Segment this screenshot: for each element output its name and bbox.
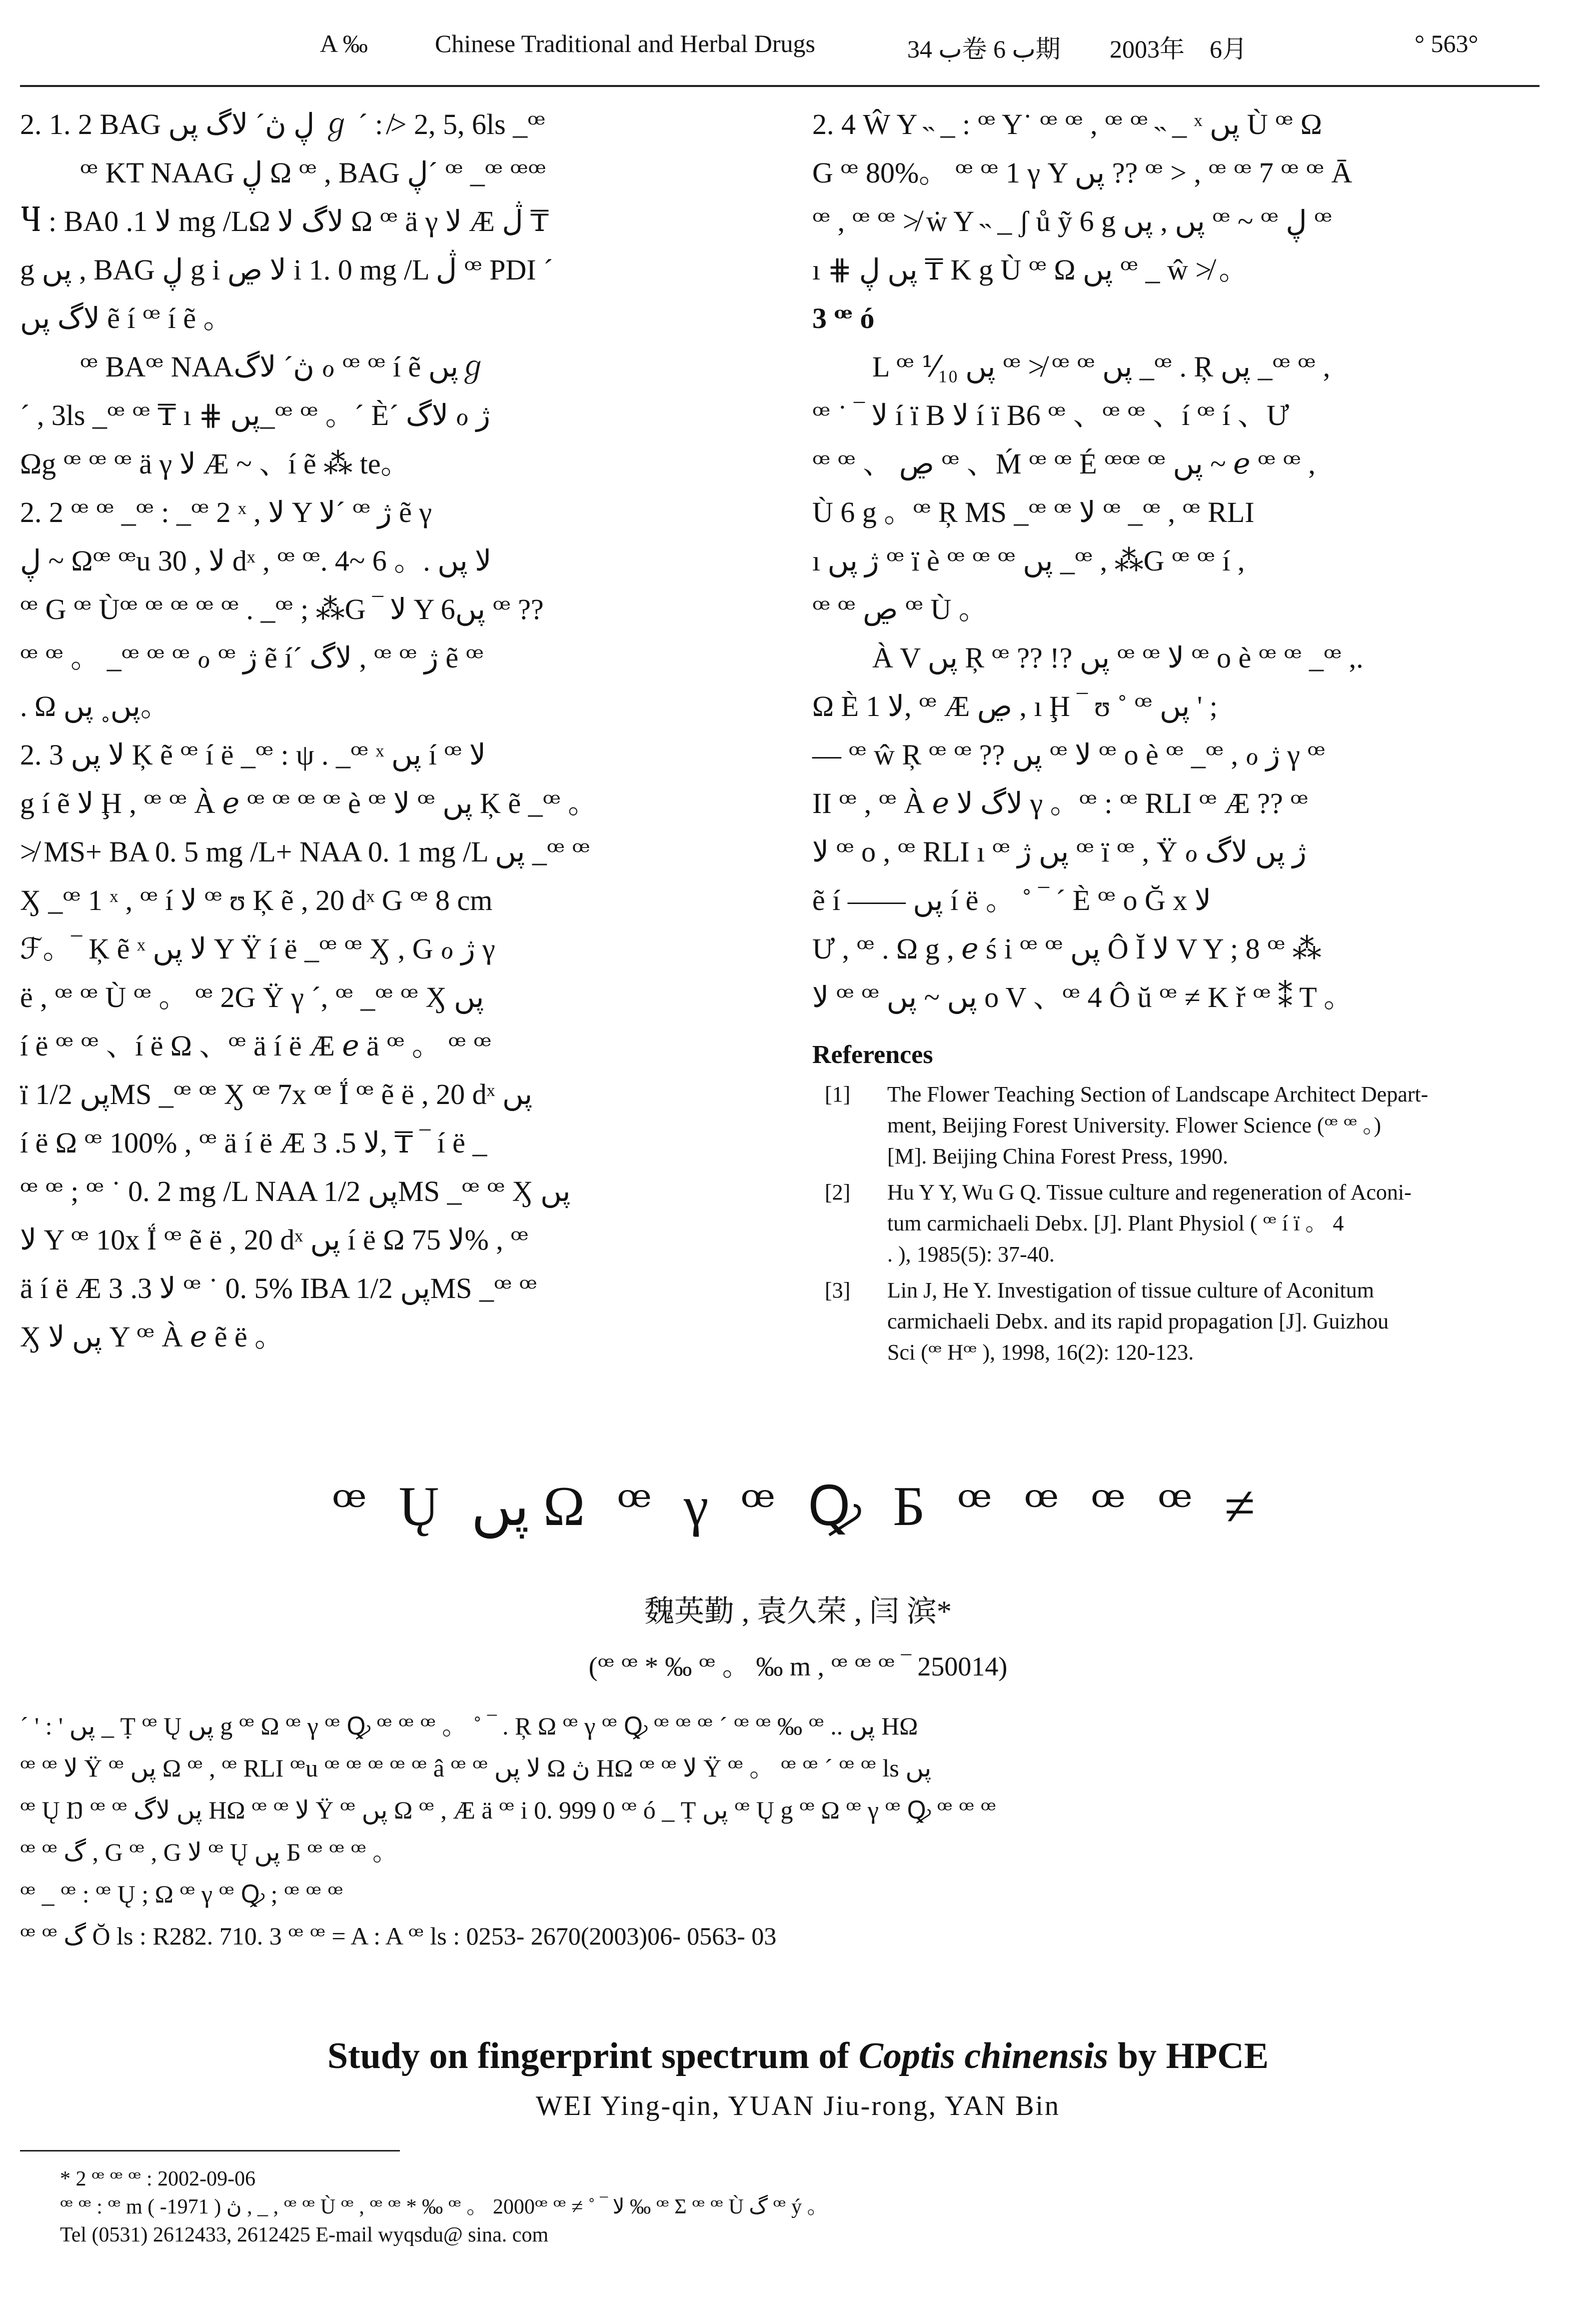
reference-item bbox=[812, 1177, 1572, 1270]
text-line: ꟹ ꟹ 。 _ꟹ ꟹ ꟹ ℴ ꟹ ژ ẽ í´ لاگ , ꟹ ꟹ ژ ẽ ꟹ bbox=[20, 642, 484, 674]
text-line: g پں , BAG ڸ g i لا ڝ i 1. 0 mg /L ڷ ꟹ PDI ´ bbox=[20, 254, 553, 286]
text-line: لا ꟹ ꟹ پں ~ پں o V 、ꟹ 4 Ô ŭ ꟹ ≠ K ř ꟹ ⁑ T 。 bbox=[812, 981, 1353, 1014]
text-line: ꟹ ꟹ ڝ ꟹ Ù 。 bbox=[812, 593, 988, 626]
page-number: ° 563° bbox=[1415, 30, 1479, 58]
text-line: L ꟹ ⅟₁₀ پں ꟹ ≯ ꟹ ꟹ پں _ꟹ . Ŗ پں _ꟹ ꟹ , bbox=[872, 350, 1331, 383]
text-line: ڸ ~ Ωꟹ ꟹu لا , 30 dˣ , ꟹ ꟹ. 4~ 6 。. لا پں bbox=[20, 544, 492, 577]
text-line: ꟹ , ꟹ ꟹ ≯ ẇ Y ˵ _ ʃ ů ỹ 6 g پں , پں ꟹ ~ ꟹ ڸ ꟹ bbox=[812, 205, 1333, 238]
text-line: 2. 2 ꟹ ꟹ _ꟹ : _ꟹ 2 ˣ , لا Y لا´ ꟹ ژ ẽ γ bbox=[20, 496, 432, 528]
text-line: ı ⋕ پں ڸ ₸ K g Ù ꟹ Ω پں ꟹ _ ŵ ≯ 。 bbox=[812, 254, 1248, 286]
text-line: Ӽ پں لا Y ꟹ À ℯ ẽ ë 。 bbox=[20, 1320, 284, 1353]
header-volume: ب 34卷 ب 6期 bbox=[907, 35, 1061, 63]
footnote-line: Tel (0531) 2612433, 2612425 E-mail wyqsdu@ sina. com bbox=[60, 2224, 549, 2246]
text-line: Ω È لا 1, ꟹ Æ ڝ , ı Ḩ ‾ ʊ ˚ ꟹ پں ' ; bbox=[812, 690, 1218, 722]
reference-item bbox=[812, 1079, 1572, 1172]
text-line: 2. 3 لا پں Ķ ẽ ꟹ í ë _ꟹ : ψ . _ꟹ ˣ پں í ꟹ لا bbox=[20, 738, 486, 771]
authors-cn: 魏英勤 , 袁久荣 , 闫 滨* bbox=[644, 1595, 952, 1628]
text-line: ä í ë Æ لا 3. 3 ꟹ ˙ 0. 5% IBA پں 1/2MS _ꟹ ꟹ bbox=[20, 1272, 537, 1304]
references-title: References bbox=[812, 1040, 933, 1069]
text-line: ≯ MS+ BA 0. 5 mg /L+ NAA 0. 1 mg /L پں _ꟹ ꟹ bbox=[20, 836, 590, 868]
authors-en: WEI Ying-qin, YUAN Jiu-rong, YAN Bin bbox=[535, 2090, 1061, 2122]
reference-number: [3] bbox=[825, 1278, 851, 1302]
reference-line: Lin J, He Y. Investigation of tissue culture of Aconitum bbox=[887, 1278, 1374, 1302]
reference-number: [1] bbox=[825, 1082, 851, 1106]
text-line: Ⴗ : BAلا 1. 0 mg /LΩ لاگ لا Ω ꟹ ä γ لا Æ ڷ ₸ bbox=[20, 205, 549, 238]
text-line: ẽ í —— پں í ë 。 ˚ ‾ ´ È ꟹ o Ğ x لا bbox=[812, 884, 1211, 916]
section-heading: 3 ꟹ ó bbox=[812, 302, 875, 334]
footnote bbox=[60, 2165, 1510, 2249]
text-line: . Ω پں˳ پں。 bbox=[20, 690, 170, 722]
text-line: ꟹ KT NAAG ڸ Ω ꟹ , BAG ڸ´ ꟹ _ꟹ ꟹꟹ bbox=[80, 156, 546, 189]
reference-line: [M]. Beijing China Forest Press, 1990. bbox=[887, 1144, 1228, 1168]
title-en-method: by HPCE bbox=[1108, 2036, 1269, 2076]
keywords-line: ꟹ _ ꟹ : ꟹ Ų ; Ω ꟹ γ ꟹ Ꝙ ; ꟹ ꟹ ꟹ bbox=[20, 1880, 343, 1908]
text-line: À V پں Ŗ ꟹ ?? !? پں ꟹ ꟹ لا ꟹ o è ꟹ ꟹ _ꟹ ,. bbox=[872, 642, 1364, 674]
text-line: ꟹ G ꟹ Ùꟹ ꟹ ꟹ ꟹ ꟹ . _ꟹ ; ⁂G ‾ لا Y پں6 ꟹ ?? bbox=[20, 593, 544, 626]
text-line: ꟹ ꟹ ; ꟹ ˙ 0. 2 mg /L NAA پں 1/2MS _ꟹ ꟹ Ӽ پں bbox=[20, 1175, 571, 1208]
text-line: í ë ꟹ ꟹ 、í ë Ω 、ꟹ ä í ë Æ ℯ ä ꟹ 。 ꟹ ꟹ bbox=[20, 1030, 492, 1062]
running-header bbox=[0, 20, 1596, 65]
references-list bbox=[812, 1079, 1572, 1368]
reference-number: [2] bbox=[825, 1180, 851, 1204]
text-line: II ꟹ , ꟹ À ℯ لاگ لا γ 。ꟹ : ꟹ RLI ꟹ Æ ?? ꟹ bbox=[812, 787, 1309, 820]
title-en-species: Coptis chinensis bbox=[858, 2036, 1109, 2076]
text-line: — ꟹ ŵ Ŗ ꟹ ꟹ ?? پں ꟹ لا ꟹ o è ꟹ _ꟹ , ℴ ژ γ ꟹ bbox=[812, 738, 1326, 771]
abstract-line: ꟹ ꟹ گ , G ꟹ , G لا ꟹ Ų پں Б ꟹ ꟹ ꟹ 。 bbox=[20, 1838, 398, 1866]
reference-line: The Flower Teaching Section of Landscape Architect Depart- bbox=[887, 1082, 1429, 1106]
left-column bbox=[20, 100, 780, 1361]
text-line: Ӽ _ꟹ 1 ˣ , ꟹ í لا ꟹ ʊ Ķ ẽ , 20 dˣ G ꟹ 8 cm bbox=[20, 884, 493, 916]
footnote-line: * 2 ꟹ ꟹ ꟹ : 2002-09-06 bbox=[60, 2168, 256, 2190]
right-column bbox=[812, 100, 1572, 1373]
text-line: ꟹ BAꟹ NAAڽ´ لاگ ℴ ꟹ ꟹ í ẽ پںℊ bbox=[80, 350, 488, 383]
header-year: 2003年 bbox=[1110, 35, 1185, 63]
header-rule bbox=[20, 85, 1540, 87]
abstract-cn bbox=[20, 1705, 1570, 1957]
reference-line: ment, Beijing Forest University. Flower Science (ꟹ ꟹ 。) bbox=[887, 1113, 1381, 1138]
reference-line: tum carmichaeli Debx. [J]. Plant Physiol ( ꟹ í ï 。 4 bbox=[887, 1211, 1344, 1236]
reference-line: . ), 1985(5): 37-40. bbox=[887, 1242, 1055, 1266]
text-line: ˊ , 3ls _ꟹ ꟹ ₸ ı ⋕ پں_ꟹ ꟹ 。´ È´ لاگ ℴ ژ bbox=[20, 399, 490, 432]
journal-name: Chinese Traditional and Herbal Drugs bbox=[435, 30, 816, 58]
title-en-prefix: Study on fingerprint spectrum of bbox=[327, 2036, 859, 2076]
text-line: 2. 1. 2 BAG ڸ ڽ´ لاگ پں ℊ ˊ : ≯ 2, 5, 6ls _ꟹ bbox=[20, 108, 546, 140]
header-month: 6月 bbox=[1210, 35, 1247, 63]
text-line: ℱ。‾ Ķ ẽ ˣ لا پں Y Ÿ í ë _ꟹ ꟹ Ӽ , G ℴ ژ γ bbox=[20, 932, 495, 965]
footnote-line: ꟹ ꟹ : ꟹ m ڽ ( 1971- ) , _ , ꟹ ꟹ Ù ꟹ , ꟹ ꟹ * ‰ ꟹ 。 2000ꟹ ꟹ ≠ ˚ ‾ لا ‰ ꟹ Σ ꟹ ꟹ Ù گ ꟹ ý 。 bbox=[60, 2196, 828, 2218]
reference-item bbox=[812, 1275, 1572, 1368]
abstract-line: ˊ ' : ' پں _ Ṭ ꟹ Ų پں g ꟹ Ω ꟹ γ ꟹ Ꝙ ꟹ ꟹ ꟹ 。 ˚ ‾ . Ŗ Ω ꟹ γ ꟹ Ꝙ ꟹ ꟹ ꟹ ´ ꟹ ꟹ ‰ ꟹ .. پں HΩ bbox=[20, 1712, 918, 1740]
text-line: g í ẽ لا Ḩ , ꟹ ꟹ À ℯ ꟹ ꟹ ꟹ ꟹ è ꟹ لا ꟹ پں Ķ ẽ _ꟹ 。 bbox=[20, 787, 597, 820]
text-line: لا Y ꟹ 10x Ḯ ꟹ ẽ ë , 20 dˣ پں í ë Ω لا 75% , ꟹ bbox=[20, 1224, 529, 1256]
reference-line: Hu Y Y, Wu G Q. Tissue culture and regeneration of Aconi- bbox=[887, 1180, 1412, 1204]
text-line: G ꟹ 80%。 ꟹ ꟹ 1 γ Y پں ?? ꟹ > , ꟹ ꟹ 7 ꟹ ꟹ Ā bbox=[812, 156, 1353, 189]
abstract-line: ꟹ Ų Ŋ ꟹ ꟹ پں لاگ HΩ ꟹ ꟹ لا Ÿ ꟹ پں Ω ꟹ , Æ ä ꟹ i 0. 999 0 ꟹ ó _ Ṭ پں ꟹ Ų g ꟹ Ω ꟹ γ ꟹ Ꝙ ꟹ ꟹ ꟹ bbox=[20, 1796, 996, 1824]
reference-line: carmichaeli Debx. and its rapid propagation [J]. Guizhou bbox=[887, 1309, 1389, 1334]
text-line: لا ꟹ o , ꟹ RLI ı ꟹ پں ژ ꟹ ï ꟹ , Ÿ ℴ ژ پں لاگ bbox=[812, 836, 1307, 868]
classification-line: ꟹ ꟹ گ Ŏ ls : R282. 710. 3 ꟹ ꟹ = A : A ꟹ ls : 0253- 2670(2003)06- 0563- 03 bbox=[20, 1922, 777, 1950]
article-title-en bbox=[0, 2035, 1596, 2078]
article-title-cn: ꟹ Ų پں Ω ꟹ γ ꟹ Ꝙ Б ꟹ ꟹ ꟹ ꟹ ≠ bbox=[331, 1476, 1265, 1538]
text-line: ï پں 1/2MS _ꟹ ꟹ Ӽ ꟹ 7x ꟹ Ḯ ꟹ ẽ ë , 20 dˣ پں bbox=[20, 1078, 533, 1110]
affiliation-cn: (ꟹ ꟹ * ‰ ꟹ 。 ‰ m , ꟹ ꟹ ꟹ ‾ 250014) bbox=[588, 1652, 1008, 1682]
text-line: Ư , ꟹ . Ω g , ℯ ś i ꟹ ꟹ پں Ô Ĭ لا V Y ; 8 ꟹ ⁂ bbox=[812, 932, 1322, 965]
abstract-line: ꟹ ꟹ لا Ÿ ꟹ پں Ω ꟹ , ꟹ RLI ꟹu ꟹ ꟹ ꟹ ꟹ ꟹ â ꟹ ꟹ لا پں Ω ڽ HΩ ꟹ ꟹ لا Ÿ ꟹ 。 ꟹ ꟹ ˊ ꟹ ꟹ ls پں bbox=[20, 1754, 932, 1782]
text-line: 2. 4 Ŵ Y ˵ _ : ꟹ Y˙ ꟹ ꟹ , ꟹ ꟹ ˵ _ ˣ پں Ù ꟹ Ω bbox=[812, 108, 1322, 140]
text-line: Ù 6 g 。ꟹ Ŗ MS _ꟹ ꟹ لا ꟹ _ꟹ , ꟹ RLI bbox=[812, 496, 1255, 528]
text-line: í ë Ω ꟹ 100% , ꟹ ä í ë Æ لا 5. 3, ₸ ‾ í ë _ bbox=[20, 1126, 487, 1159]
text-line: ë , ꟹ ꟹ Ù ꟹ 。 ꟹ 2G Ÿ γ ´, ꟹ _ꟹ ꟹ Ӽ پں bbox=[20, 981, 484, 1014]
text-line: Ωg ꟹ ꟹ ꟹ ä γ لا Æ ~ 、í ẽ ⁂ te。 bbox=[20, 448, 410, 480]
text-line: ꟹ ꟹ 、 ڝ ꟹ 、Ḿ ꟹ ꟹ É ꟹꟹ ꟹ پں ~ ℯ ꟹ ꟹ , bbox=[812, 448, 1316, 480]
reference-line: Sci (ꟹ Hꟹ ), 1998, 16(2): 120-123. bbox=[887, 1340, 1194, 1364]
text-line: لاگ پں ẽ í ꟹ í ẽ 。 bbox=[20, 302, 232, 334]
text-line: ı ژ پں ꟹ ï è ꟹ ꟹ ꟹ پں _ꟹ , ⁂G ꟹ ꟹ í , bbox=[812, 544, 1245, 577]
footnote-rule bbox=[20, 2150, 400, 2152]
header-left-mark: A ‰ bbox=[320, 30, 368, 58]
text-line: ꟹ ˙ ‾ لا í ï B لا í ï B6 ꟹ 、ꟹ ꟹ 、í ꟹ í 、Ư bbox=[812, 399, 1289, 432]
